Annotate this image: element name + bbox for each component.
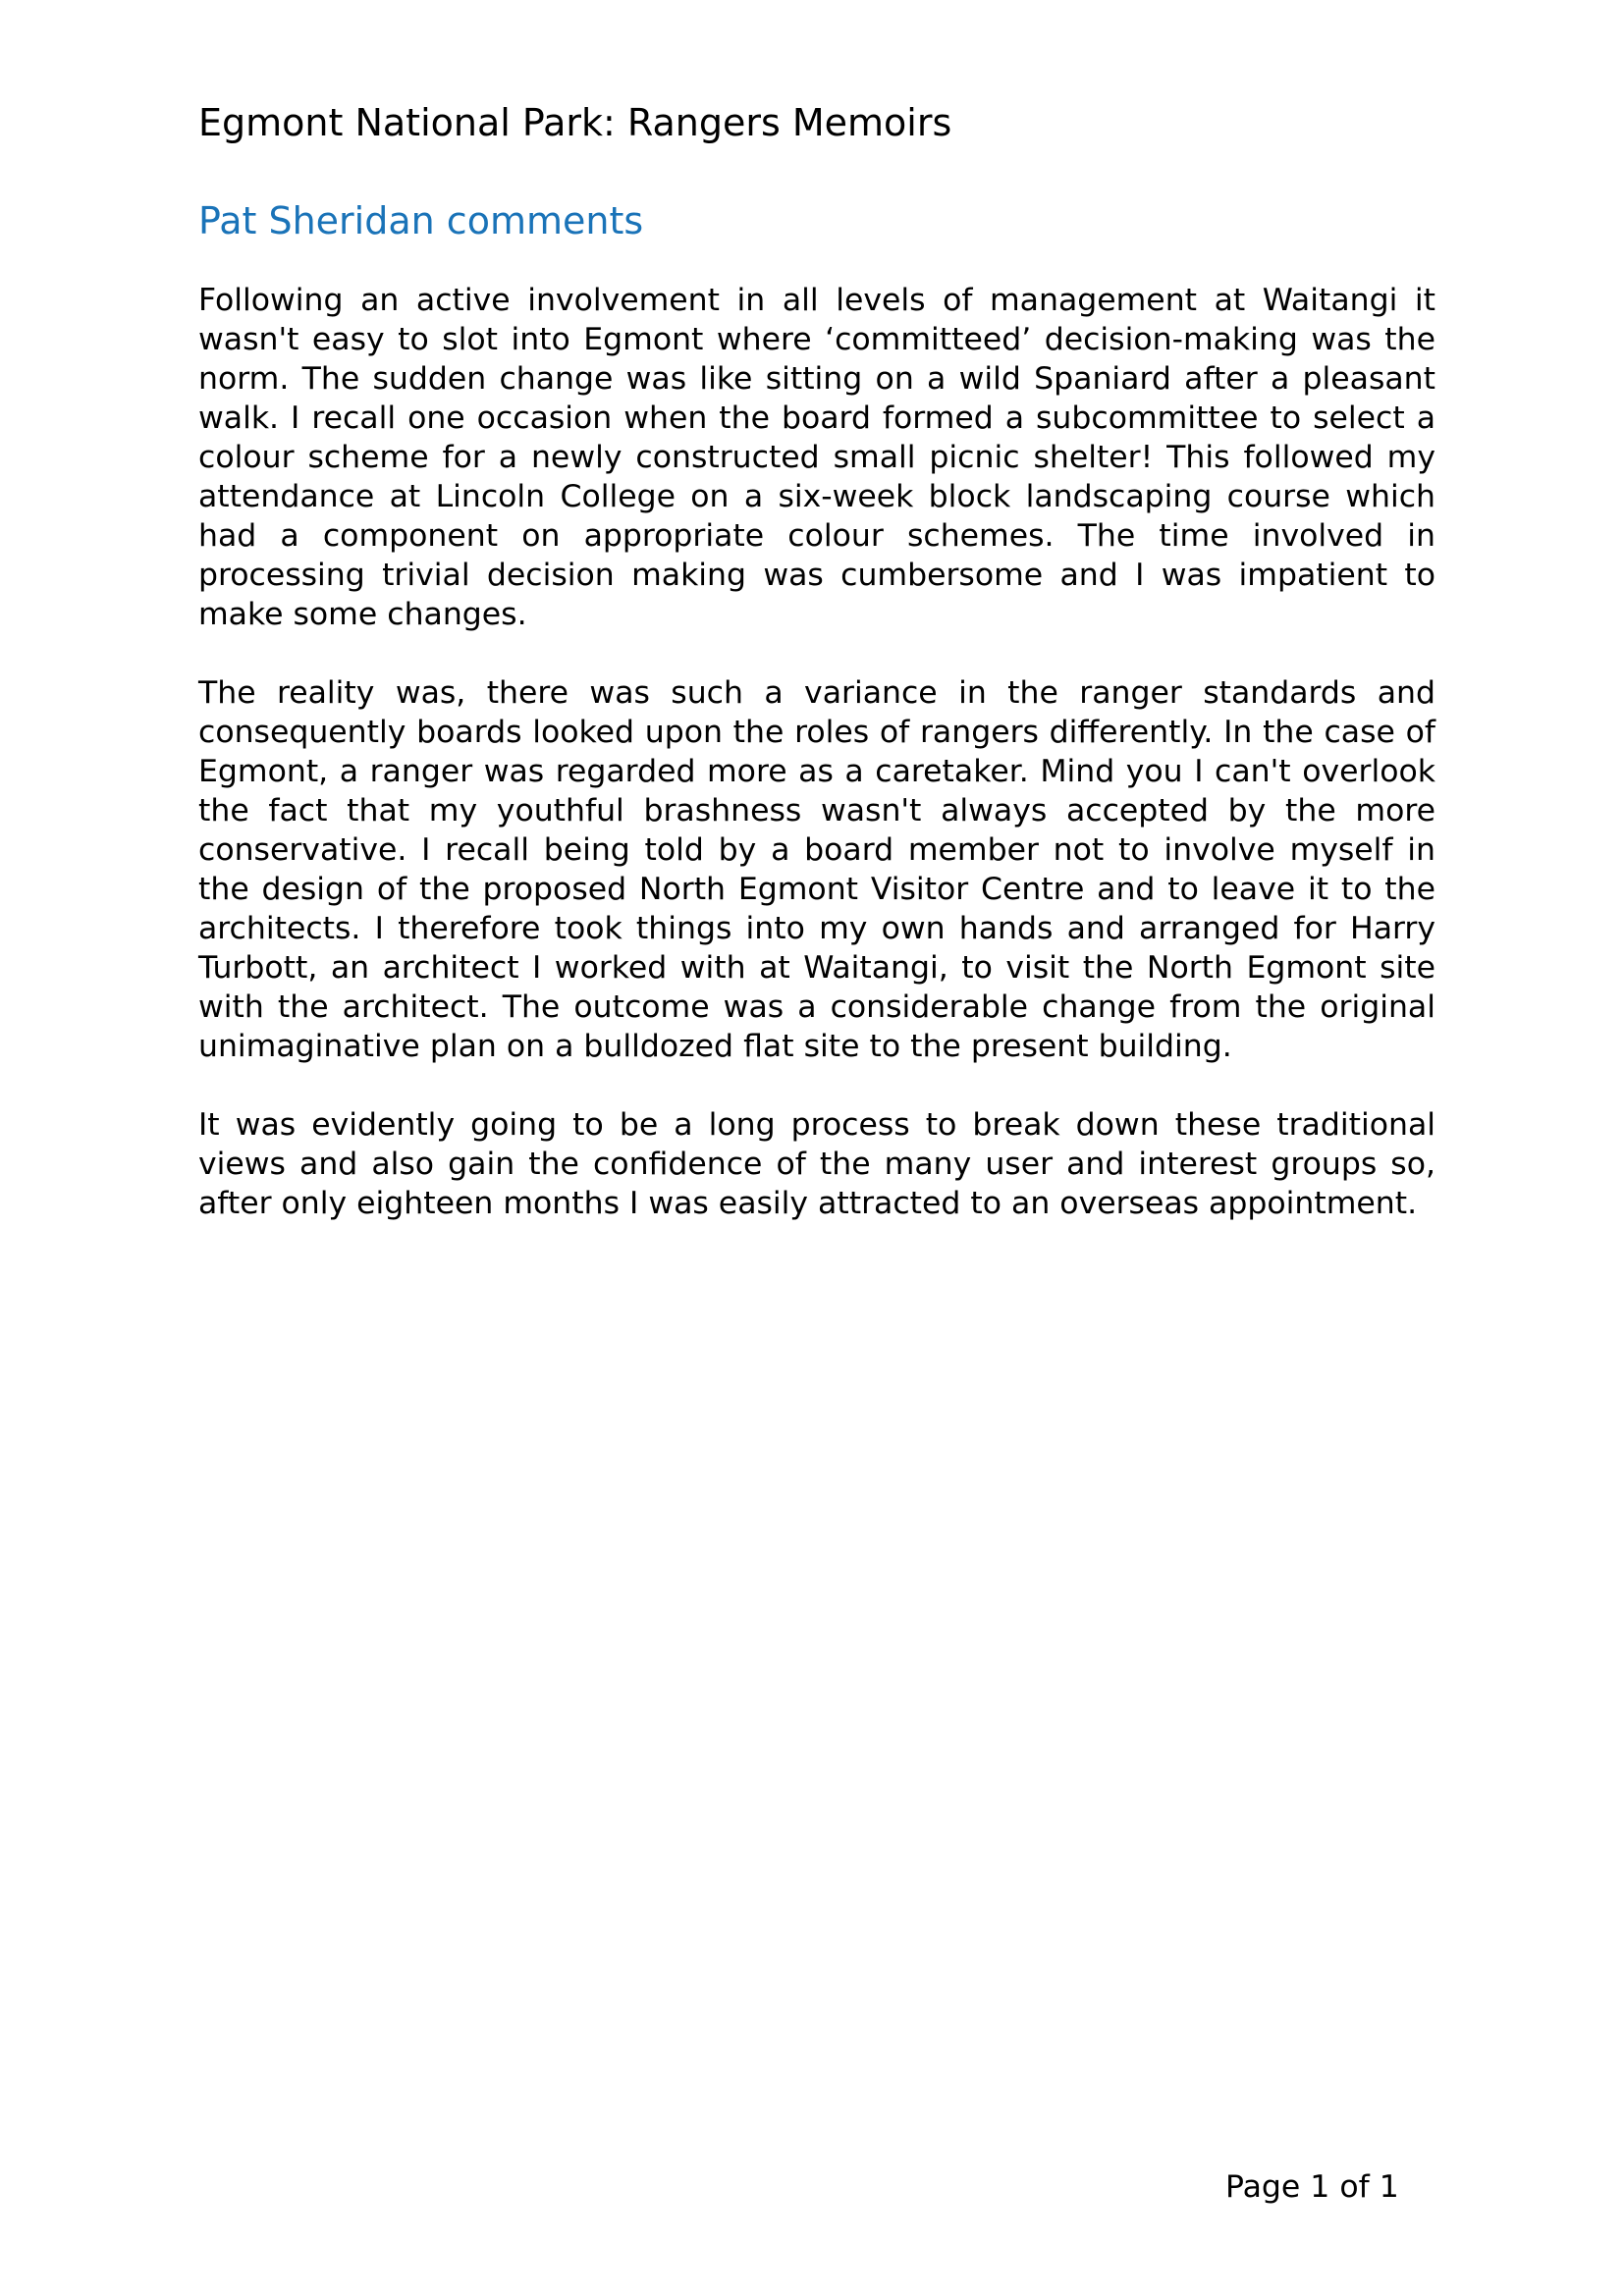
body-text bbox=[198, 281, 1435, 1262]
paragraph-1: Following an active involvement in all levels of management at Waitangi it wasn't easy to slot into Egmont where ‘committeed’ decision-making was the norm. The sudden change was like sitting on a wild Spaniard after a pleasant walk. I recall one occasion when the board formed a subcommittee to select a colour scheme for a newly constructed small picnic shelter! This followed my attendance at Lincoln College on a six-week block landscaping course which had a component on appropriate colour schemes. The time involved in processing trivial decision making was cumbersome and I was impatient to make some changes. bbox=[198, 283, 1435, 632]
document-header: Egmont National Park: Rangers Memoirs bbox=[198, 101, 952, 144]
page-number: Page 1 of 1 bbox=[1225, 2169, 1399, 2205]
section-heading: Pat Sheridan comments bbox=[198, 199, 644, 242]
paragraph-3: It was evidently going to be a long process to break down these traditional views and also gain the confidence of the many user and interest groups so, after only eighteen months I was easily attracted to an overseas appointment. bbox=[198, 1107, 1435, 1221]
paragraph-2: The reality was, there was such a variance in the ranger standards and consequently boards looked upon the roles of rangers differently. In the case of Egmont, a ranger was regarded more as a caretaker. Mind you I can't overlook the fact that my youthful brashness wasn't always accepted by the more conservative. I recall being told by a board member not to involve myself in the design of the proposed North Egmont Visitor Centre and to leave it to the architects. I therefore took things into my own hands and arranged for Harry Turbott, an architect I worked with at Waitangi, to visit the North Egmont site with the architect. The outcome was a considerable change from the original unimaginative plan on a bulldozed flat site to the present building. bbox=[198, 675, 1435, 1064]
